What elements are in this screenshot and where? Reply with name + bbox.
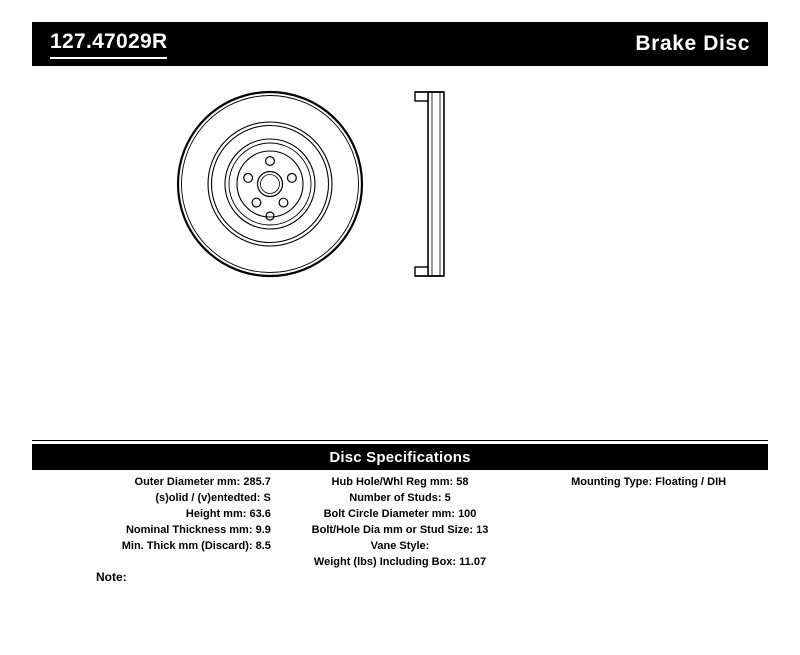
header-bar xyxy=(32,22,768,66)
spec-row xyxy=(275,522,525,538)
rotor-edge-view xyxy=(415,92,444,276)
note-field xyxy=(96,570,130,584)
spec-column-right xyxy=(525,474,768,570)
spec-value: 285.7 xyxy=(243,476,271,488)
spec-row xyxy=(32,538,271,554)
spec-value: S xyxy=(263,492,271,504)
spec-label: Height mm: xyxy=(185,508,247,520)
part-number: 127.47029R xyxy=(50,29,167,58)
spec-label: (s)olid / (v)entedted: xyxy=(155,492,261,504)
spec-title-bar xyxy=(32,444,768,470)
spec-label: Min. Thick mm (Discard): xyxy=(121,540,253,552)
spec-table xyxy=(32,474,768,570)
note-label: Note: xyxy=(96,570,127,584)
spec-value: 13 xyxy=(476,524,489,536)
spec-row xyxy=(275,554,525,570)
spec-label: Bolt/Hole Dia mm or Stud Size: xyxy=(311,524,474,536)
spec-label: Hub Hole/Whl Reg mm: xyxy=(331,476,454,488)
spec-row xyxy=(32,474,271,490)
spec-value: 100 xyxy=(458,508,477,520)
spec-label: Vane Style: xyxy=(370,540,430,552)
spec-label: Bolt Circle Diameter mm: xyxy=(323,508,455,520)
spec-title: Disc Specifications xyxy=(329,448,471,466)
spec-label: Mounting Type: xyxy=(571,476,653,488)
spec-value: 5 xyxy=(444,492,451,504)
spec-row xyxy=(275,506,525,522)
spec-label: Nominal Thickness mm: xyxy=(125,524,253,536)
spec-label: Weight (lbs) Including Box: xyxy=(313,556,457,568)
spec-column-middle xyxy=(275,474,525,570)
spec-value: 11.07 xyxy=(459,556,487,568)
spec-row xyxy=(32,506,271,522)
spec-value: 58 xyxy=(456,476,469,488)
spec-value: Floating / DIH xyxy=(655,476,727,488)
spec-value: 9.9 xyxy=(255,524,271,536)
rotor-face-view xyxy=(178,92,362,276)
spec-column-left xyxy=(32,474,275,570)
spec-row xyxy=(275,538,525,554)
spec-row xyxy=(32,490,271,506)
spec-row xyxy=(275,490,525,506)
spec-row xyxy=(32,522,271,538)
spec-label: Number of Studs: xyxy=(349,492,442,504)
spec-label: Outer Diameter mm: xyxy=(134,476,241,488)
spec-row xyxy=(571,474,768,490)
spec-value: 8.5 xyxy=(255,540,271,552)
spec-value: 63.6 xyxy=(249,508,271,520)
spec-row xyxy=(275,474,525,490)
spec-divider xyxy=(32,440,768,441)
technical-drawing xyxy=(32,80,768,410)
product-type-label: Brake Disc xyxy=(635,32,750,55)
